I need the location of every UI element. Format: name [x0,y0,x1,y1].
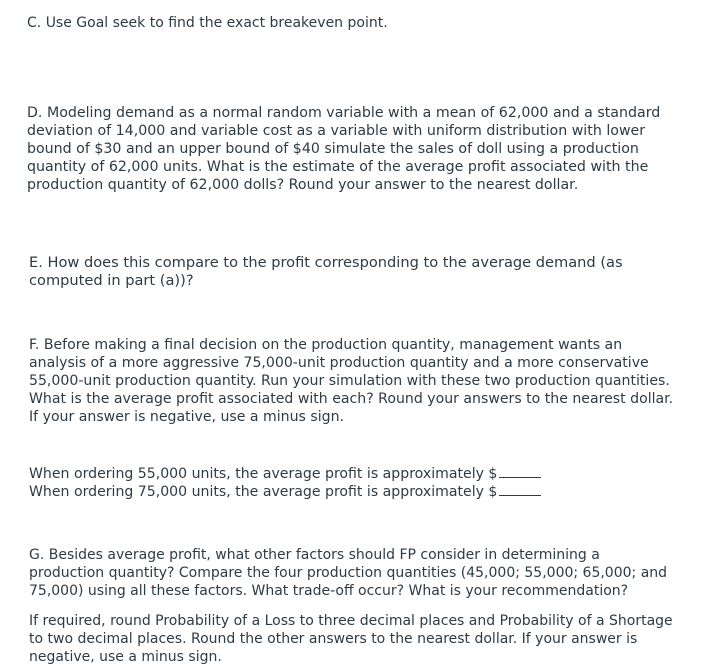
answer-55000-text: When ordering 55,000 units, the average profit is approximately $ [29,466,498,482]
rounding-note: If required, round Probability of a Loss to three decimal places and Probability of a Shortage to two decimal places. Round the other answers to the nearest dollar. If your answer is negative, use a minus sign. [29,613,673,665]
answer-line-55000 [29,465,679,483]
answer-75000-blank[interactable] [499,483,541,496]
question-d-text: Modeling demand as a normal random variable with a mean of 62,000 and a standard deviation of 14,000 and variable cost as a variable with uniform distribution with lower bound of $30 and an upper bound of $40 simulate the sales of doll using a production quantity of 62,000 units. What is the estimate of the average profit associated with the production quantity of 62,000 dolls? Round your answer to the nearest dollar. [27,105,661,193]
question-c [27,14,687,32]
question-g-label: G. [29,547,45,563]
question-e [29,254,649,290]
question-c-label: C. [27,15,42,31]
answer-line-75000 [29,483,679,501]
question-g-text: Besides average profit, what other factors should FP consider in determining a production quantity? Compare the four production quantities (45,000; 55,000; 65,000; and 75,000) using all these factors. What trade-off occur? What is your recommendation? [29,547,668,599]
question-f-text: Before making a final decision on the production quantity, management wants an analysis of a more aggressive 75,000-unit production quantity and a more conservative 55,000-unit production quantity. Run your simulation with these two production quantities. What is the average profit associated with each? Round your answers to the nearest dollar. If your answer is negative, use a minus sign. [29,337,674,425]
answer-block [29,465,679,501]
question-f-label: F. [29,337,40,353]
question-d [27,104,667,194]
question-g [29,546,679,600]
answer-55000-blank[interactable] [499,465,541,478]
question-f [29,336,679,426]
question-d-label: D. [27,105,43,121]
question-e-label: E. [29,254,43,271]
question-c-text: Use Goal seek to find the exact breakeven point. [45,15,388,31]
answer-75000-text: When ordering 75,000 units, the average profit is approximately $ [29,484,498,500]
question-e-text: How does this compare to the profit corresponding to the average demand (as computed in part (a))? [29,254,623,289]
